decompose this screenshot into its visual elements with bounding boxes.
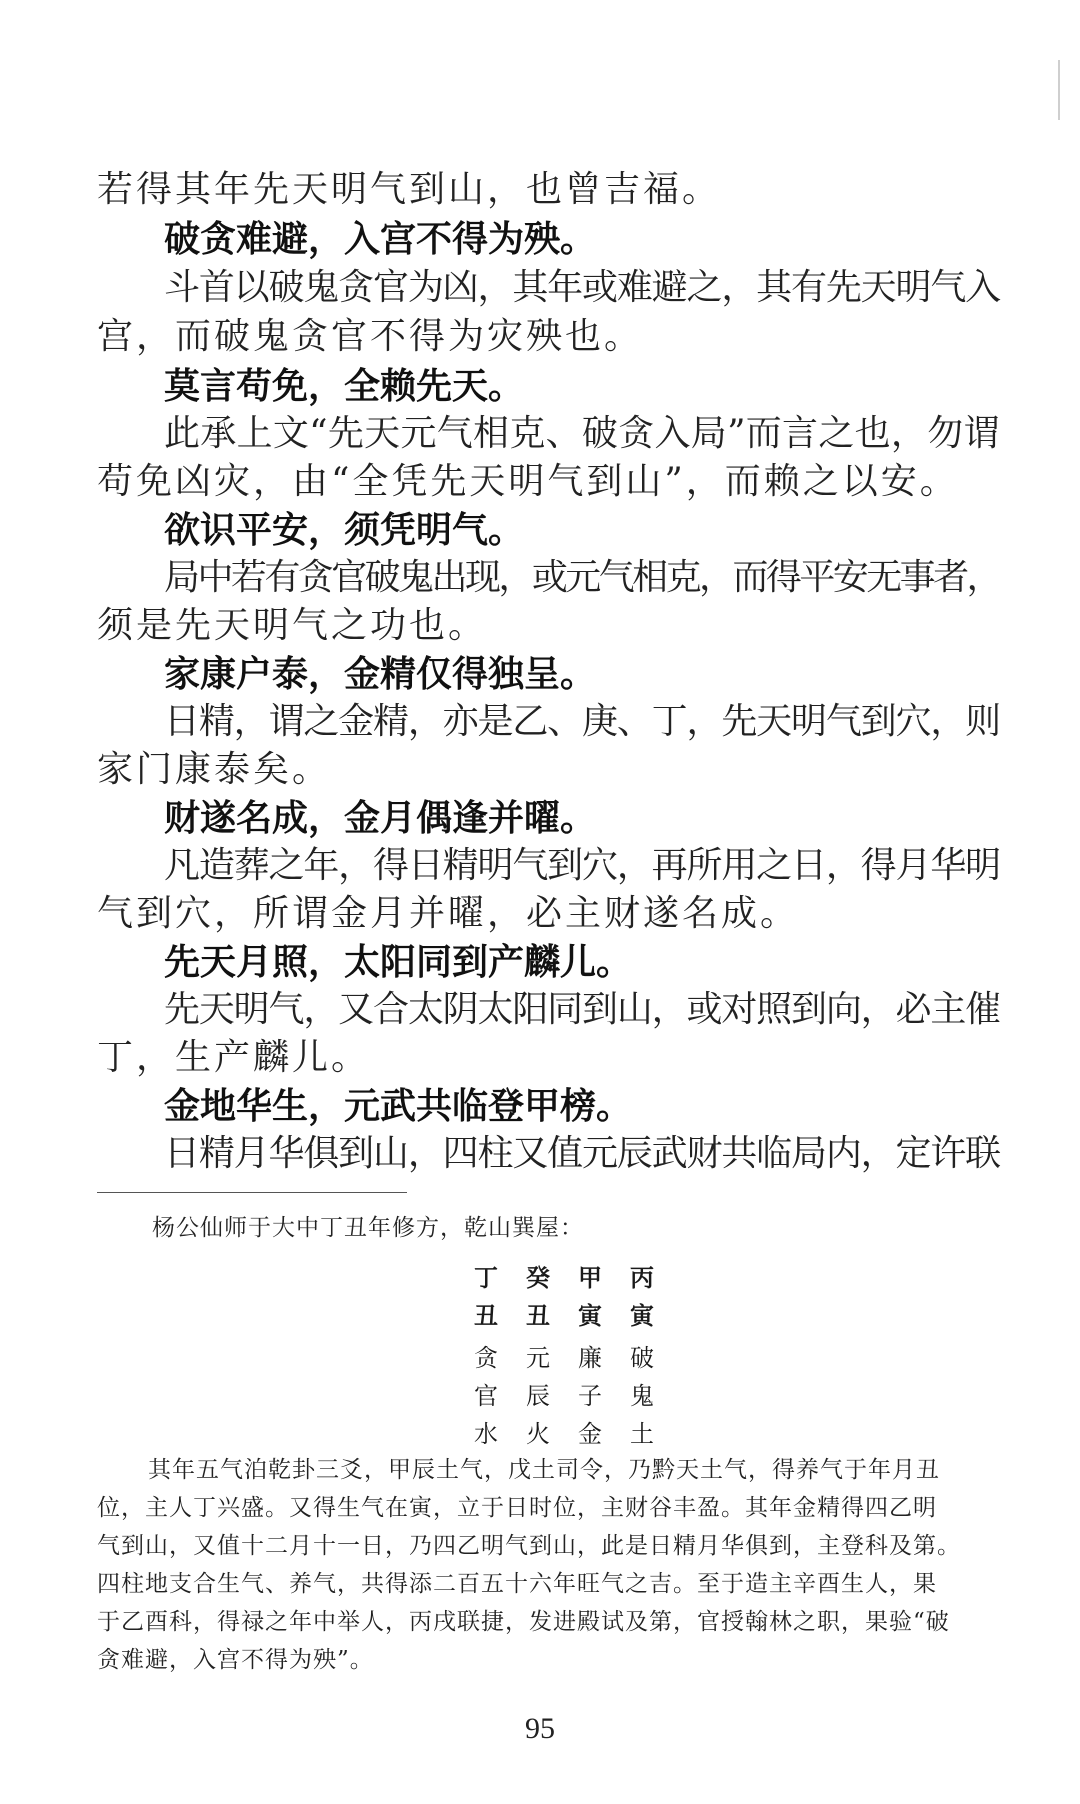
text-line: 凡造葬之年，得日精明气到穴，再所用之日，得月华明 xyxy=(164,845,1001,886)
grid-cell: 破 xyxy=(630,1343,654,1372)
grid-row-branches xyxy=(460,1294,668,1332)
text-line: 局中若有贪官破鬼出现，或元气相克，而得平安无事者， xyxy=(164,557,1001,598)
verse-heading: 欲识平安，须凭明气。 xyxy=(164,509,525,551)
grid-cell: 廉 xyxy=(578,1343,602,1372)
grid-cell: 丑 xyxy=(474,1300,498,1330)
grid-cell: 丁 xyxy=(474,1262,498,1292)
footnote-line: 位，主人丁兴盛。又得生气在寅，立于日时位，主财谷丰盈。其年金精得四乙明 xyxy=(97,1495,937,1521)
grid-cell: 癸 xyxy=(526,1262,550,1292)
verse-heading: 家康户泰，金精仅得独呈。 xyxy=(164,653,597,695)
text-line: 若得其年先天明气到山，也曾吉福。 xyxy=(97,169,722,210)
grid-cell: 丙 xyxy=(630,1262,654,1292)
pillars-grid xyxy=(460,1256,668,1450)
grid-cell: 寅 xyxy=(578,1300,602,1330)
footnote-line: 贪难避，入宫不得为殃”。 xyxy=(97,1647,374,1673)
grid-row xyxy=(460,1412,668,1450)
text-line: 气到穴，所谓金月并曜，必主财遂名成。 xyxy=(97,893,800,934)
text-line: 日精，谓之金精，亦是乙、庚、丁，先天明气到穴，则 xyxy=(164,701,1001,742)
grid-cell: 辰 xyxy=(526,1381,550,1410)
footnote-intro: 杨公仙师于大中丁丑年修方，乾山巽屋： xyxy=(152,1215,584,1241)
grid-cell: 元 xyxy=(526,1343,550,1372)
verse-heading: 先天月照，太阳同到产麟儿。 xyxy=(164,941,633,983)
footnote-line: 四柱地支合生气、养气，共得添二百五十六年旺气之吉。至于造主辛酉生人，果 xyxy=(97,1571,937,1597)
text-line: 此承上文“先天元气相克、破贪入局”而言之也，勿谓 xyxy=(164,413,1000,454)
page-number: 95 xyxy=(525,1712,555,1745)
text-line: 宫，而破鬼贪官不得为灾殃也。 xyxy=(97,316,644,357)
footnote-line: 气到山，又值十二月十一日，乃四乙明气到山，此是日精月华俱到，主登科及第。 xyxy=(97,1533,961,1559)
text-line: 斗首以破鬼贪官为凶，其年或难避之，其有先天明气入 xyxy=(164,267,1001,308)
footnote-rule xyxy=(97,1192,407,1193)
text-line: 须是先天明气之功也。 xyxy=(97,605,488,646)
grid-row xyxy=(460,1374,668,1412)
grid-cell: 丑 xyxy=(526,1300,550,1330)
grid-cell: 官 xyxy=(474,1381,498,1410)
grid-row-stems xyxy=(460,1256,668,1294)
grid-row xyxy=(460,1336,668,1374)
grid-cell: 甲 xyxy=(578,1262,602,1292)
verse-heading: 财遂名成，金月偶逢并曜。 xyxy=(164,797,597,839)
footnote-line: 于乙酉科，得禄之年中举人，丙戌联捷，发进殿试及第，官授翰林之职，果验“破 xyxy=(97,1609,950,1635)
text-line: 先天明气，又合太阴太阳同到山，或对照到向，必主催 xyxy=(164,989,1001,1030)
verse-heading: 破贪难避，入宫不得为殃。 xyxy=(164,218,597,260)
page-edge-mark xyxy=(1058,60,1060,120)
grid-cell: 火 xyxy=(526,1419,550,1448)
grid-cell: 金 xyxy=(578,1419,602,1448)
text-line: 丁，生产麟儿。 xyxy=(97,1037,371,1078)
grid-cell: 土 xyxy=(630,1419,654,1448)
grid-cell: 贪 xyxy=(474,1343,498,1372)
grid-cell: 寅 xyxy=(630,1300,654,1330)
grid-cell: 鬼 xyxy=(630,1381,654,1410)
grid-cell: 子 xyxy=(578,1381,602,1410)
text-line: 苟免凶灾，由“全凭先天明气到山”，而赖之以安。 xyxy=(97,461,959,502)
text-line: 日精月华俱到山，四柱又值元辰武财共临局内，定许联 xyxy=(164,1133,1001,1174)
text-line: 家门康泰矣。 xyxy=(97,749,332,790)
grid-cell: 水 xyxy=(474,1419,498,1448)
footnote-line: 其年五气泊乾卦三爻，甲辰土气，戊土司令，乃黔天土气，得养气于年月丑 xyxy=(148,1457,940,1483)
verse-heading: 金地华生，元武共临登甲榜。 xyxy=(164,1085,633,1127)
verse-heading: 莫言苟免，全赖先天。 xyxy=(164,365,525,407)
